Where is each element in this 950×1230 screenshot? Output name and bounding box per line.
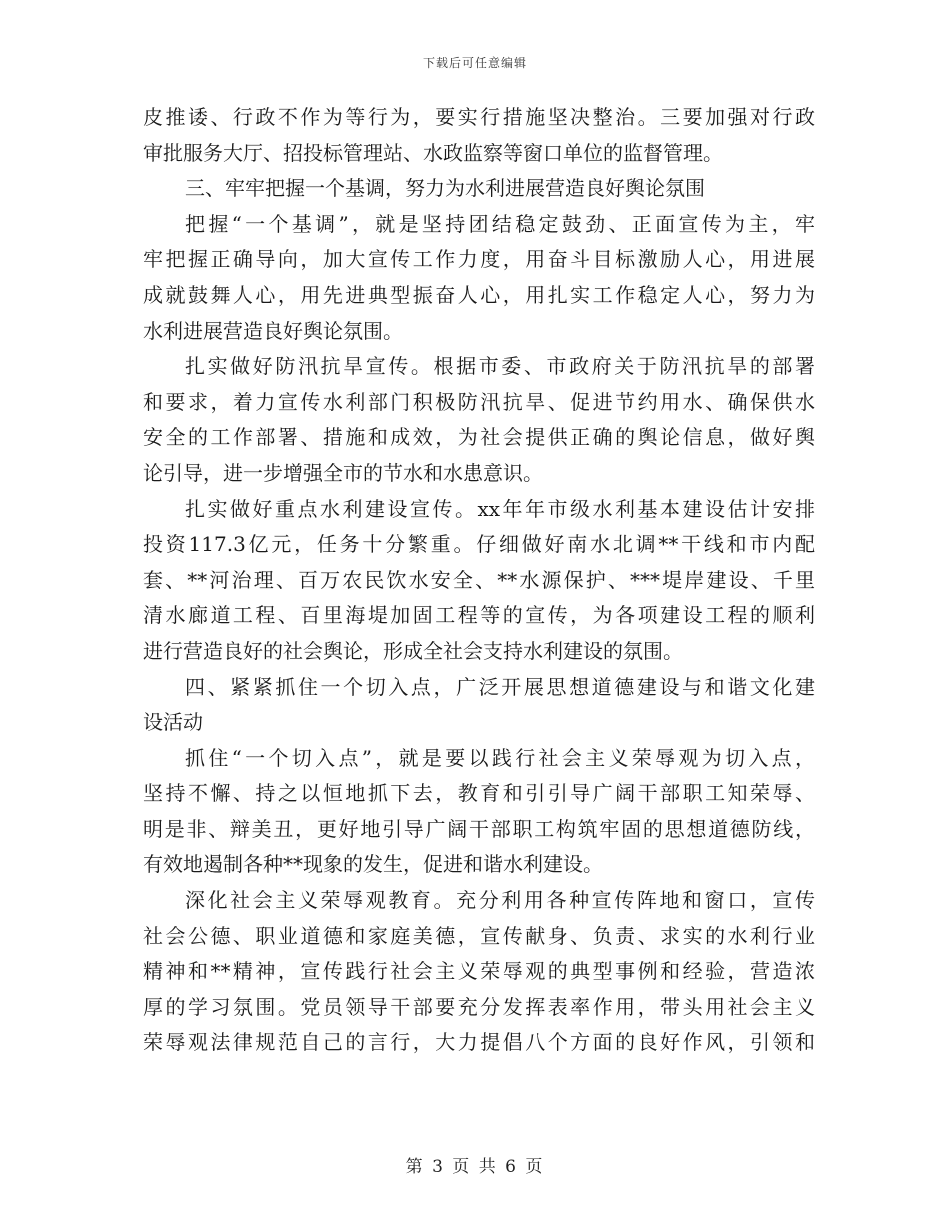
page-header: 下载后可任意编辑 — [422, 56, 527, 70]
text-line: 清水廊道工程、百里海堤加固工程等的宣传，为各项建设工程的顺利 — [143, 603, 815, 628]
section-heading-continued: 设活动 — [143, 710, 203, 735]
text-line: 和要求，着力宣传水利部门积极防汛抗旱、促进节约用水、确保供水 — [143, 389, 815, 414]
text-line: 牢把握正确导向，加大宣传工作力度，用奋斗目标激励人心，用进展 — [143, 247, 815, 272]
text-line: 进行营造良好的社会舆论，形成全社会支持水利建设的氛围。 — [143, 638, 683, 663]
text-line: 审批服务大厅、招投标管理站、水政监察等窗口单位的监督管理。 — [143, 140, 723, 165]
text-line: 社会公德、职业道德和家庭美德，宣传献身、负责、求实的水利行业 — [143, 923, 815, 948]
text-line: 皮推诿、行政不作为等行为，要实行措施坚决整治。三要加强对行政 — [143, 105, 815, 129]
text-line: 荣辱观法律规范自己的言行，大力提倡八个方面的良好作风，引领和 — [143, 1030, 815, 1055]
text-line: 安全的工作部署、措施和成效，为社会提供正确的舆论信息，做好舆 — [143, 425, 815, 450]
text-line: 成就鼓舞人心，用先进典型振奋人心，用扎实工作稳定人心，努力为 — [143, 282, 815, 307]
text-line: 扎实做好重点水利建设宣传。xx年年市级水利基本建设估计安排 — [185, 496, 815, 521]
text-line: 把握“一个基调”，就是坚持团结稳定鼓劲、正面宣传为主，牢 — [185, 211, 815, 236]
text-line: 扎实做好防汛抗旱宣传。根据市委、市政府关于防汛抗旱的部署 — [185, 354, 815, 379]
text-line: 抓住“一个切入点”，就是要以践行社会主义荣辱观为切入点， — [185, 745, 815, 770]
document-body — [143, 100, 815, 1061]
section-heading: 三、牢牢把握一个基调，努力为水利进展营造良好舆论氛围 — [185, 176, 705, 201]
text-line: 论引导，进一步增强全市的节水和水患意识。 — [143, 460, 543, 485]
text-line: 明是非、辩美丑，更好地引导广阔干部职工构筑牢固的思想道德防线， — [143, 816, 815, 841]
text-line: 水利进展营造良好舆论氛围。 — [143, 318, 403, 343]
text-line: 投资117.3亿元，任务十分繁重。仔细做好南水北调**干线和市内配 — [143, 532, 815, 557]
page-footer: 第 3 页 共 6 页 — [405, 1157, 545, 1177]
section-heading: 四、紧紧抓住一个切入点，广泛开展思想道德建设与和谐文化建 — [185, 674, 815, 699]
text-line: 深化社会主义荣辱观教育。充分利用各种宣传阵地和窗口，宣传 — [185, 888, 815, 913]
text-line: 厚的学习氛围。党员领导干部要充分发挥表率作用，带头用社会主义 — [143, 994, 815, 1019]
text-line: 套、**河治理、百万农民饮水安全、**水源保护、***堤岸建设、千里 — [143, 567, 815, 592]
text-line: 有效地遏制各种**现象的发生，促进和谐水利建设。 — [143, 852, 603, 877]
text-line: 坚持不懈、持之以恒地抓下去，教育和引引导广阔干部职工知荣辱、 — [143, 781, 815, 806]
text-line: 精神和**精神，宣传践行社会主义荣辱观的典型事例和经验，营造浓 — [143, 959, 815, 984]
